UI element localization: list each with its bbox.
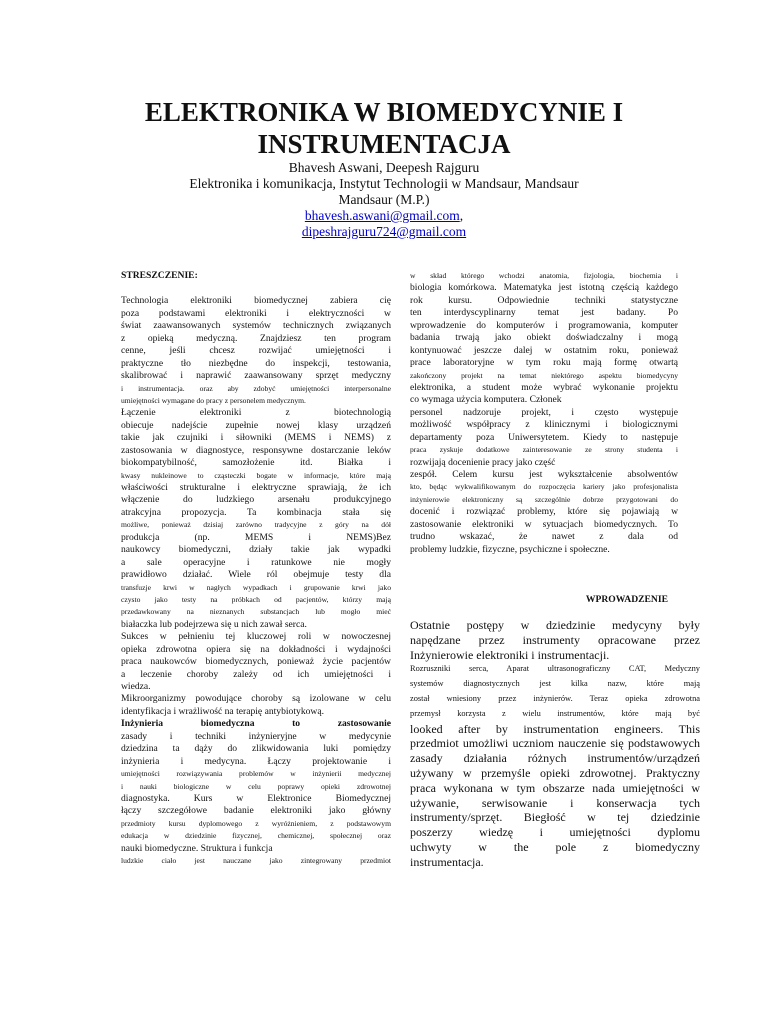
email-link-2[interactable]: dipeshrajguru724@gmail.com [301, 224, 467, 239]
text-line: czysto jako testy na próbkach od pacjentów, którzy mają [121, 594, 391, 604]
text-line: wprowadzenie do komputerów i programowania, komputer [410, 319, 678, 331]
text-line: prawidłowo działać. Wiele ról obejmuje testy dla [121, 569, 391, 581]
text-line: wiedza. [121, 681, 151, 692]
text-line: a sale operacyjne i ratunkowe nie mogły [121, 556, 391, 568]
text-line: przedawkowany na nieznanych substancjach lub mogło mieć [121, 607, 391, 617]
abstract-continued-body [410, 270, 678, 556]
text-line: instrumenty/sprzęt. Biegłość w tej dziedzinie [410, 810, 700, 825]
text-line: looked after by instrumentation engineers. This [410, 721, 700, 736]
text-line: ten interdyscyplinarny temat jest badany. Po [410, 307, 678, 319]
text-line: a leczenie choroby zależy od ich umiejętności i [121, 668, 391, 680]
text-line: personel nadzoruje projekt, i często występuje [410, 406, 678, 418]
text-line: inżynieria i medycyna. Łączy projektowanie i [121, 755, 391, 767]
text-line: używany w przemyśle opieki zdrowotnej. Praktyczny [410, 765, 700, 780]
text-line: został wniesiony przez inżynierów. Teraz opieka zdrowotna [410, 693, 700, 703]
text-line: włączenie do ludzkiego arsenału produkcyjnego [121, 494, 391, 506]
text-line: opieka zdrowotna opiera się na dokładności i wydajności [121, 643, 391, 655]
text-line: kwasy nukleinowe to cząsteczki bogate w informacje, które mają [121, 470, 391, 480]
text-line: przedmioty kursu dyplomowego z wyróżnieniem, z podstawowym [121, 818, 391, 828]
text-line: kto, będąc wykwalifikowanym do rozpoczęcia kariery jako profesjonalista [410, 482, 678, 492]
text-line: umiejętności wymagane do pracy z personelem medycznym. [121, 395, 306, 405]
text-line: zastosowanie elektroniki w sytuacjach biomedycznych. To [410, 518, 678, 530]
text-line: białaczka lub podejrzewa się u nich zawał serca. [121, 618, 307, 630]
text-line: praca zyskuje dodatkowe zainteresowanie ze strony studenta i [410, 445, 678, 455]
text-line: prace laboratoryjne w tym roku mają formę otwartą [410, 357, 678, 369]
text-line: transfuzje krwi w nagłych wypadkach i grupowanie krwi jako [121, 582, 391, 592]
text-line: biokompatybilność, samozłożenie itd. Białka i [121, 457, 391, 469]
text-line: identyfikacja i wrażliwość na terapię antybiotykową. [121, 705, 324, 717]
text-line: Sukces w pełnieniu tej kluczowej roli w nowoczesnej [121, 631, 391, 643]
text-line: praca naukowców biomedycznych, ponieważ życie pacjentów [121, 656, 391, 668]
email-separator: , [459, 208, 464, 223]
text-line: praktyczne tło niezbędne do inspekcji, testowania, [121, 357, 391, 369]
text-line: zastosowania w diagnostyce, responsywne dostarczanie leków [121, 444, 391, 456]
text-line: Ostatnie postępy w dziedzinie medycyny były [410, 618, 700, 632]
text-line: przemysł korzysta z wielu instrumentów, które mają być [410, 708, 700, 718]
text-line: poszerzy wiedzę i umiejętności dyplomu [410, 825, 700, 840]
text-line: używanie, serwisowanie i konserwacja tych [410, 795, 700, 810]
text-line: poza podstawami elektroniki i elektryczności w [121, 307, 391, 319]
text-line: rozwijają docenienie pracy jako część [410, 456, 556, 468]
email-link-1[interactable]: bhavesh.aswani@gmail.com [304, 208, 460, 223]
text-line: Technologia elektroniki biomedycznej zabiera cię [121, 295, 391, 307]
paper-title [0, 96, 768, 160]
text-line: umiejętności rozwiązywania problemów w inżynierii medycznej [121, 769, 391, 779]
text-line: atrakcyjna propozycja. Ta kombinacja stała się [121, 506, 391, 518]
text-line: Inżynieria biomedyczna to zastosowanie [121, 718, 391, 730]
text-line: i nauki biologiczne w celu poprawy opieki zdrowotnej [121, 781, 391, 791]
authors: Bhavesh Aswani, Deepesh Rajguru [288, 160, 480, 175]
text-line: docenić i rozwiązać problemy, które się pojawiają w [410, 506, 678, 518]
text-line: zespół. Celem kursu jest wykształcenie absolwentów [410, 469, 678, 480]
text-line: łączy szczegółowe badanie elektroniki jako główny [121, 805, 391, 817]
intro-body [410, 618, 700, 870]
text-line: skalibrować i naprawić zaawansowany sprzęt medyczny [121, 370, 391, 382]
text-line: badania trwają jako obiekt doświadczalny i mogą [410, 332, 678, 344]
text-line: Łączenie elektroniki z biotechnologią [121, 407, 391, 419]
text-line: cenne, jeśli chcesz rozwijać umiejętności i [121, 345, 391, 357]
title-line-1: ELEKTRONIKA W BIOMEDYCYNIE I [144, 97, 624, 127]
text-line: naukowcy biomedyczni, działy takie jak wypadki [121, 544, 391, 556]
text-line: Mikroorganizmy powodujące choroby są izolowane w celu [121, 693, 391, 705]
intro-heading: WPROWADZENIE [585, 594, 668, 605]
text-line: rok kursu. Odpowiednie techniki statystyczne [410, 294, 678, 306]
text-line: co wymaga użycia komputera. Członek [410, 394, 562, 406]
text-line: Inżynierowie elektroniki i instrumentacji. [410, 647, 610, 662]
text-line: takie jak czujniki i siłowniki (MEMS i NEMS) z [121, 432, 391, 444]
text-line: właściwości strukturalne i elektryczne sprawiają, że ich [121, 482, 391, 493]
location: Mandsaur (M.P.) [338, 192, 430, 207]
text-line: edukacja w dziedzinie fizycznej, chemicznej, społecznej oraz [121, 831, 391, 841]
text-line: z opieką medyczną. Znajdziesz ten program [121, 332, 391, 344]
text-line: dziedzina ta dąży do zlikwidowania luki pomiędzy [121, 743, 391, 755]
text-line: problemy ludzkie, fizyczne, psychiczne i społeczne. [410, 543, 610, 555]
text-line: departamenty poza Uniwersytetem. Kiedy to następuje [410, 431, 678, 443]
text-line: przedmiot umożliwi uczniom nauczenie się podstawowych [410, 736, 700, 751]
text-line: nauki biomedyczne. Struktura i funkcja [121, 842, 273, 854]
text-line: praca wykonana w tym obszarze nada umiejętności w [410, 780, 700, 795]
abstract-continued-column [410, 270, 678, 556]
text-line: biologia komórkowa. Matematyka jest istotną częścią każdego [410, 282, 678, 294]
abstract-body [121, 295, 391, 867]
affiliation: Elektronika i komunikacja, Instytut Technologii w Mandsaur, Mandsaur [189, 176, 579, 191]
text-line: Rozruszniki serca, Aparat ultrasonograficzny CAT, Medyczny [410, 664, 700, 674]
text-line: uchwyty w the pole z biomedyczny [410, 839, 700, 854]
text-line: i instrumentacja. oraz aby zdobyć umiejętności interpersonalne [121, 383, 391, 393]
paper-header [0, 96, 768, 240]
text-line: obiecuje nadejście zupełnie nowej klasy urządzeń [121, 419, 391, 431]
text-line: możliwe, ponieważ dzisiaj zarówno tradycyjne z góry na dół [121, 520, 391, 530]
text-line: trudno wskazać, że nawet z dala od [410, 531, 678, 543]
text-line: kontynuować jeszcze dalej w ostatnim roku, ponieważ [410, 344, 678, 356]
abstract-heading: STRESZCZENIE: [121, 270, 198, 281]
text-line: zakończony projekt na temat niektórego aspektu biomedycyny [410, 370, 678, 380]
abstract-column [121, 270, 391, 868]
text-line: inżynierowie elektroniczny są szczególnie dobrze przygotowani do [410, 494, 678, 504]
text-line: produkcja (np. MEMS i NEMS)Bez [121, 531, 391, 543]
text-line: możliwość współpracy z klinicznymi i biologicznymi [410, 419, 678, 431]
text-line: instrumentacja. [410, 854, 484, 869]
text-line: napędzane przez instrumenty opracowane przez [410, 632, 700, 647]
title-line-2: INSTRUMENTACJA [257, 129, 511, 159]
text-line: świat zaawansowanych systemów technicznych związanych [121, 320, 391, 332]
text-line: zasady działania różnych instrumentów/urządzeń [410, 751, 700, 766]
text-line: zasady i techniki inżynieryjne w medycynie [121, 730, 391, 742]
text-line: diagnostyka. Kurs w Elektronice Biomedycznej [121, 792, 391, 804]
text-line: systemów diagnostycznych jest kilka nazw, które mają [410, 679, 700, 689]
text-line: w skład którego wchodzi anatomia, fizjologia, biochemia i [410, 271, 678, 280]
text-line: elektronika, a student może wybrać wykonanie projektu [410, 381, 678, 393]
text-line: ludzkie ciało jest nauczane jako zintegrowany przedmiot [121, 856, 391, 866]
